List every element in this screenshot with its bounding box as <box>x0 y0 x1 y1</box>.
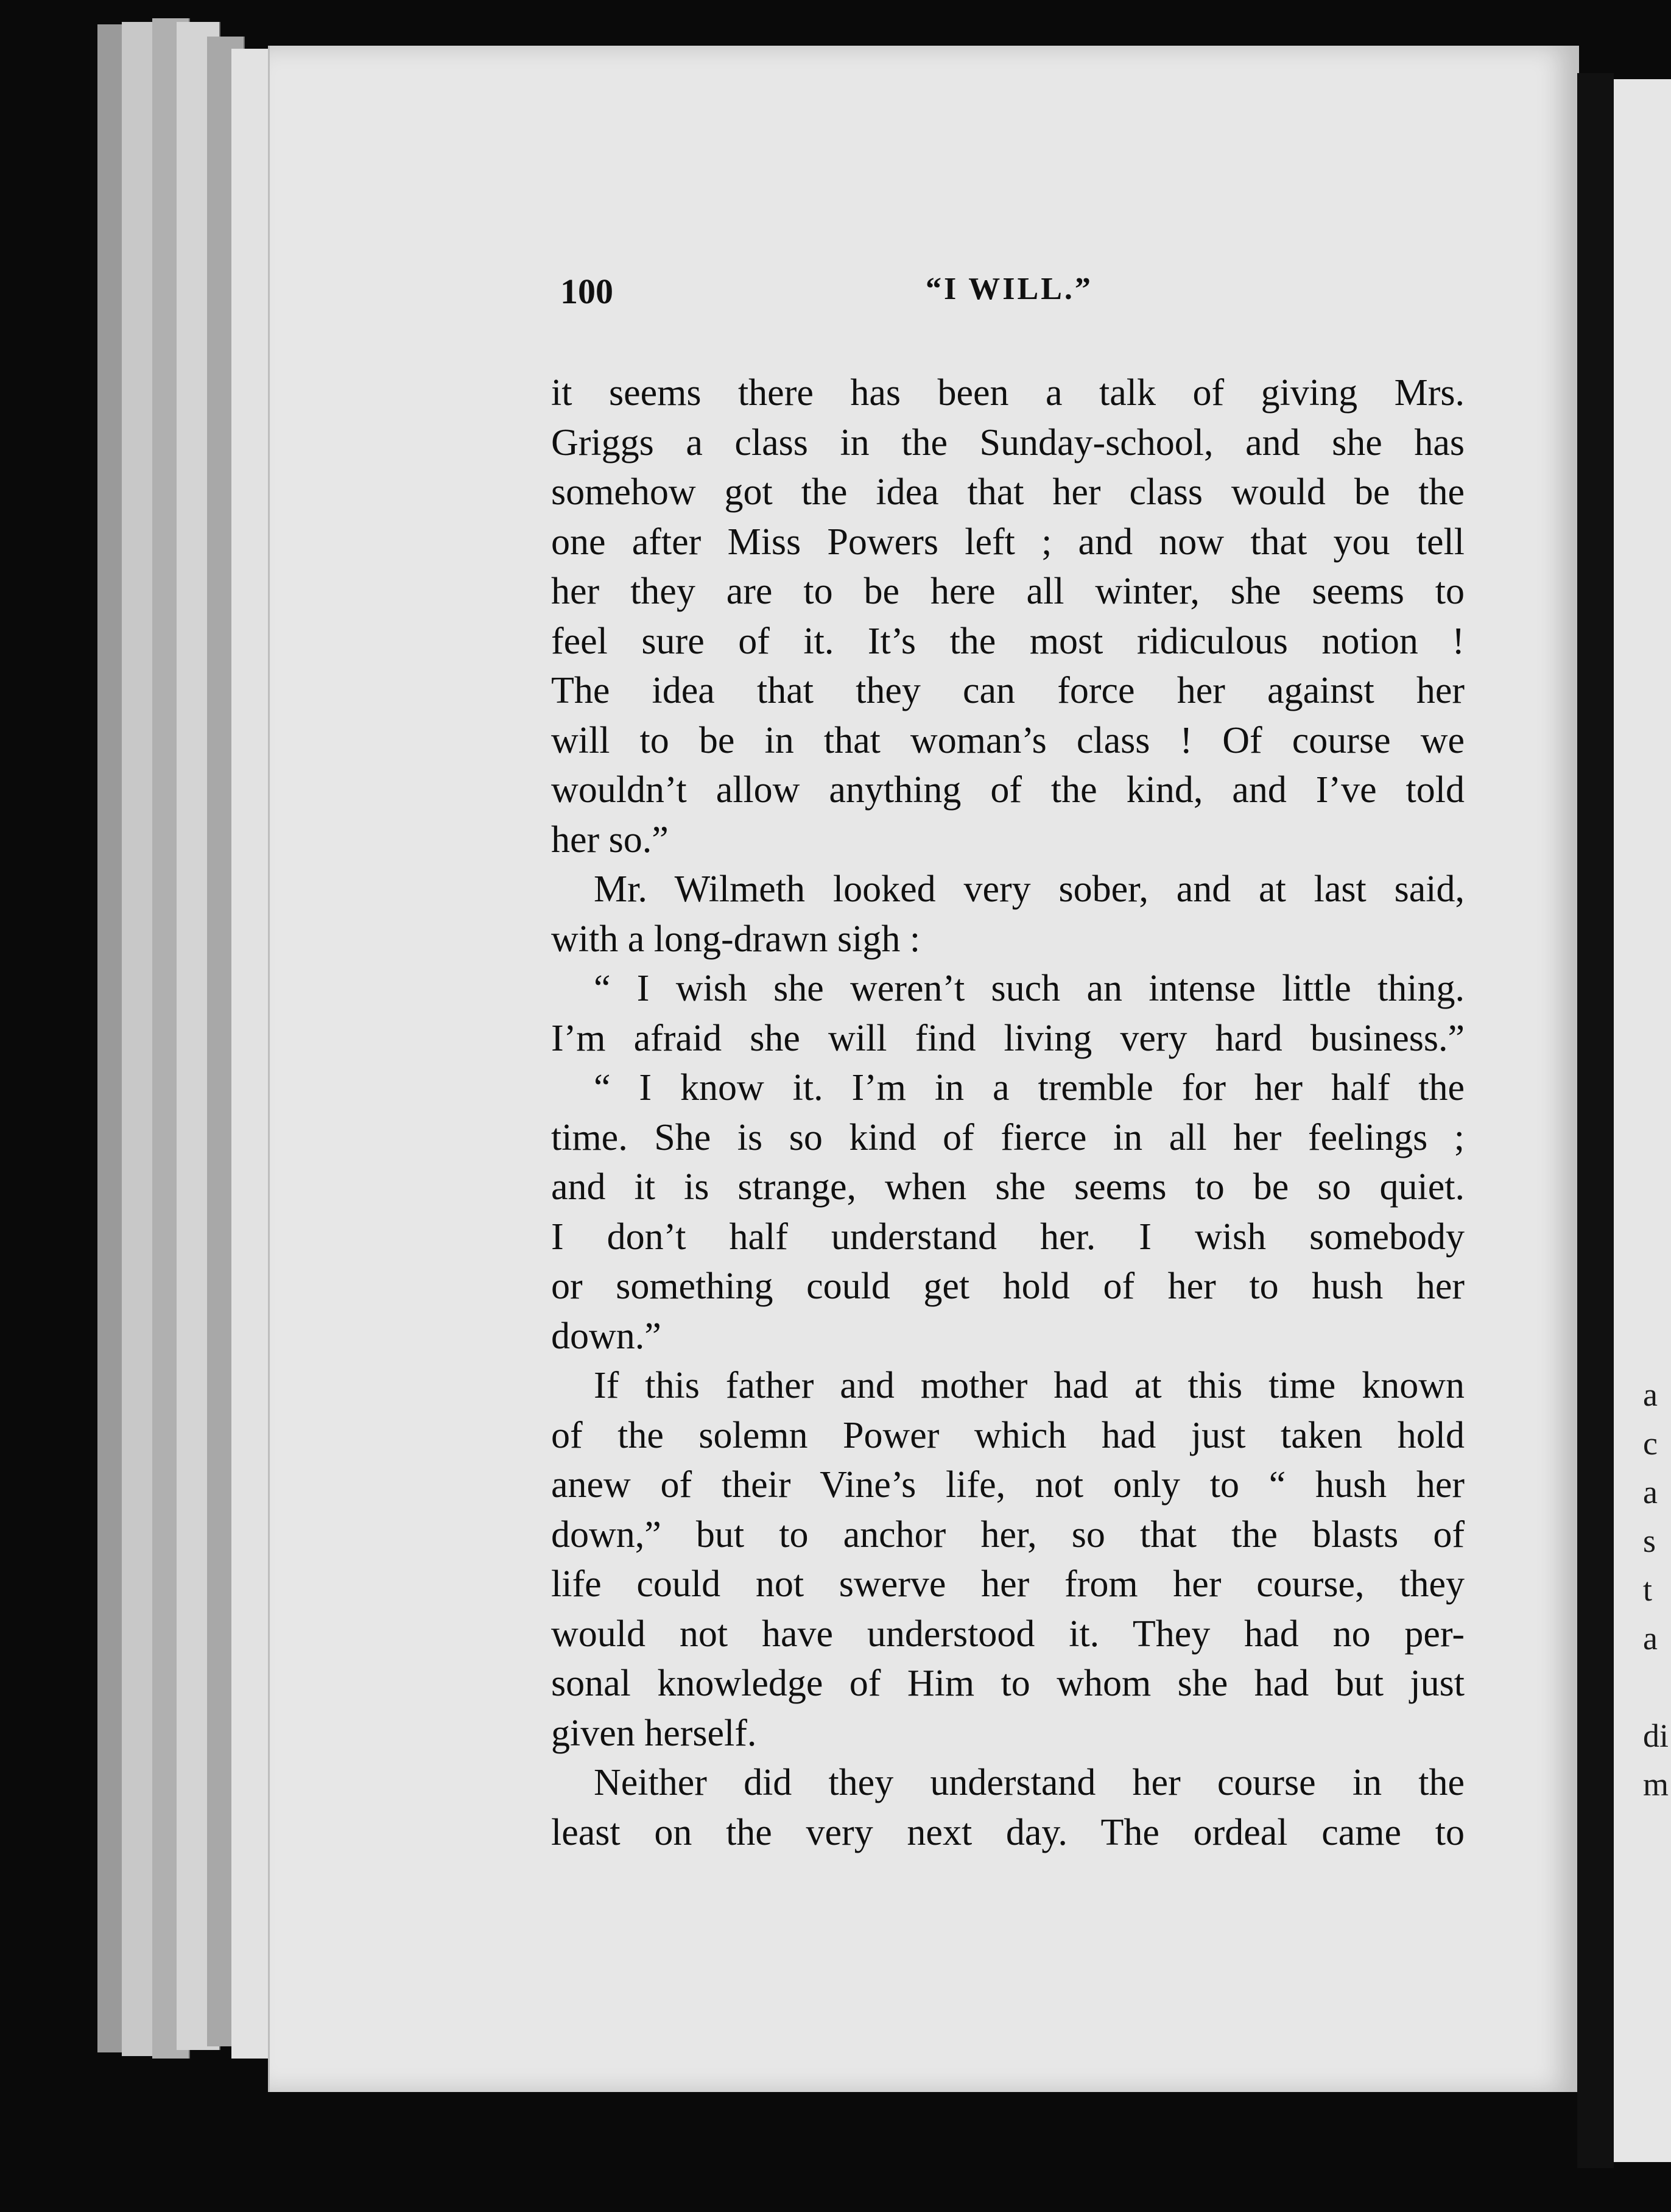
text-line: I’m afraid she will find living very hard business.” <box>551 1017 1465 1059</box>
text-line: Griggs a class in the Sunday-school, and she has <box>551 421 1465 463</box>
text-line: or something could get hold of her to hush her <box>551 1266 1465 1307</box>
facing-page-text-fragments <box>1643 1370 1671 1809</box>
facing-fragment: t <box>1643 1571 1653 1608</box>
facing-fragment: di <box>1643 1717 1669 1754</box>
text-line: down.” <box>551 1315 661 1357</box>
facing-page <box>1614 79 1671 2162</box>
text-line: feel sure of it. It’s the most ridiculous notion ! <box>551 620 1465 662</box>
text-line: given herself. <box>551 1712 757 1754</box>
facing-fragment: a <box>1643 1474 1658 1510</box>
text-line: her they are to be here all winter, she seems to <box>551 571 1465 612</box>
text-line: sonal knowledge of Him to whom she had but just <box>551 1663 1465 1704</box>
text-line: her so.” <box>551 819 669 861</box>
text-line: I don’t half understand her. I wish somebody <box>551 1216 1465 1258</box>
text-line: Mr. Wilmeth looked very sober, and at last said, <box>594 868 1465 910</box>
text-line: If this father and mother had at this time known <box>594 1365 1465 1406</box>
text-line: down,” but to anchor her, so that the blasts of <box>551 1513 1465 1555</box>
text-line: The idea that they can force her against her <box>551 670 1465 711</box>
text-line: “ I know it. I’m in a tremble for her half the <box>594 1067 1465 1108</box>
facing-fragment: a <box>1643 1376 1658 1413</box>
body-text <box>551 368 1465 1858</box>
text-line: with a long-drawn sigh : <box>551 918 921 960</box>
text-line: time. She is so kind of fierce in all her feelings ; <box>551 1116 1465 1158</box>
text-line: will to be in that woman’s class ! Of course we <box>551 719 1465 761</box>
facing-fragment: a <box>1643 1620 1658 1657</box>
facing-fragment: s <box>1643 1523 1656 1559</box>
text-line: least on the very next day. The ordeal came to <box>551 1811 1465 1853</box>
text-line: “ I wish she weren’t such an intense little thing. <box>594 968 1465 1009</box>
text-line: wouldn’t allow anything of the kind, and I’ve told <box>551 769 1465 811</box>
book-gutter <box>1577 73 1614 2168</box>
text-line: life could not swerve her from her course, they <box>551 1563 1465 1605</box>
text-line: of the solemn Power which had just taken hold <box>551 1414 1465 1456</box>
facing-fragment: c <box>1643 1425 1658 1462</box>
text-line: it seems there has been a talk of giving Mrs. <box>551 372 1465 414</box>
facing-fragment <box>1643 1663 1671 1711</box>
text-line: anew of their Vine’s life, not only to “ hush her <box>551 1464 1465 1506</box>
facing-fragment: m <box>1643 1766 1669 1803</box>
page-header <box>560 271 1468 320</box>
text-line: Neither did they understand her course in the <box>594 1762 1465 1803</box>
text-line: one after Miss Powers left ; and now that you tell <box>551 521 1465 563</box>
page-number: 100 <box>560 272 613 311</box>
text-line: and it is strange, when she seems to be so quiet. <box>551 1166 1465 1208</box>
text-line: somehow got the idea that her class would be the <box>551 471 1465 513</box>
text-line: would not have understood it. They had no per- <box>551 1613 1465 1655</box>
running-head: “I WILL.” <box>926 272 1093 306</box>
